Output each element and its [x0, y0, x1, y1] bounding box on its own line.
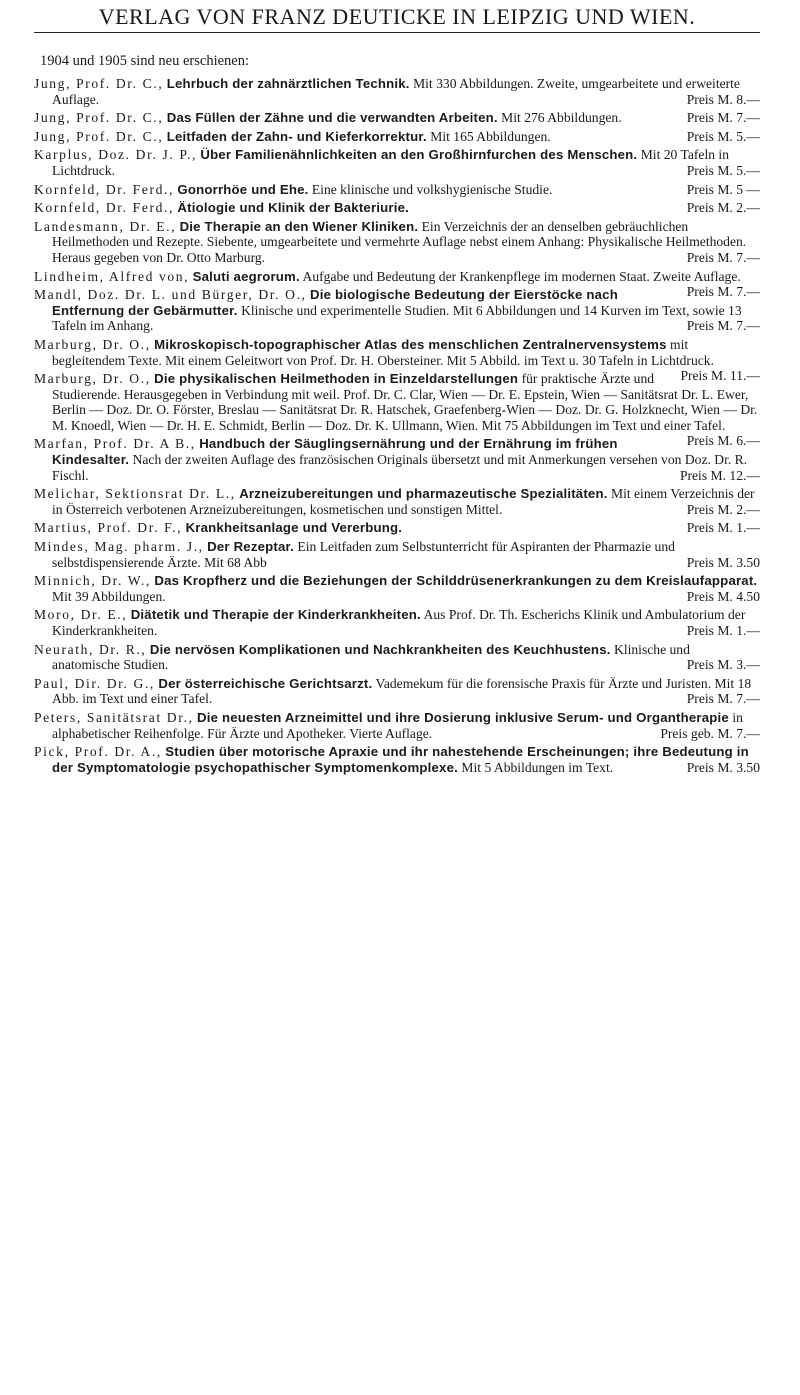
- book-author: Jung, Prof. Dr. C.,: [34, 76, 164, 91]
- book-description: Mit 165 Abbildungen.: [430, 128, 551, 144]
- book-author: Pick, Prof. Dr. A.,: [34, 744, 162, 760]
- book-description: mit begleitendem Texte. Mit einem Geleitwort von Prof. Dr. H. Obersteiner. Mit 5 Abbild. im Text u. 30 Tafeln in Lichtdruck.: [52, 336, 714, 368]
- book-title: Die neuesten Arzneimittel und ihre Dosierung inklusive Serum- und Organtherapie: [197, 709, 729, 725]
- book-description: Mit 5 Abbildungen im Text.: [461, 759, 614, 775]
- book-title: Studien über motorische Apraxie und ihr nahestehende Erscheinungen; ihre Bedeutung in der Symptomatologie psychopathischer Symptomenkomplexe.: [52, 744, 749, 775]
- book-author: Marfan, Prof. Dr. A B.,: [34, 436, 196, 452]
- book-list: [34, 76, 760, 775]
- book-entry: [34, 200, 760, 216]
- book-author: Karplus, Doz. Dr. J. P.,: [34, 147, 198, 163]
- book-description: Mit 276 Abbildungen.: [501, 110, 622, 126]
- book-description: in alphabetischer Reihenfolge. Für Ärzte und Apotheker. Vierte Auflage.: [52, 709, 743, 741]
- book-author: Jung, Prof. Dr. C.,: [34, 110, 164, 126]
- book-title: Der österreichische Gerichtsarzt.: [158, 675, 373, 691]
- book-entry: [34, 676, 760, 707]
- book-author: Melichar, Sektionsrat Dr. L.,: [34, 486, 236, 502]
- book-title: Die Therapie an den Wiener Kliniken.: [179, 218, 419, 234]
- book-entry: [34, 287, 760, 334]
- book-description: Mit 20 Tafeln in Lichtdruck.: [52, 147, 729, 178]
- book-description: Aus Prof. Dr. Th. Escherichs Klinik und Ambulatorium der Kinderkrankheiten.: [52, 607, 746, 638]
- book-description: Klinische und anatomische Studien.: [52, 641, 690, 673]
- book-title: Lehrbuch der zahnärztlichen Technik.: [166, 76, 410, 91]
- book-author: Lindheim, Alfred von,: [34, 268, 190, 284]
- book-entry: [34, 520, 760, 536]
- book-price: Preis M. 1.—: [686, 623, 760, 638]
- book-price: Preis M. 8.—: [686, 91, 760, 107]
- book-description: Klinische und experimentelle Studien. Mit 6 Abbildungen und 14 Kurven im Text, sowie 13 Tafeln im Anhang.: [52, 302, 742, 334]
- book-entry: [34, 710, 760, 741]
- book-price: Preis M. 3.—: [686, 657, 760, 673]
- book-author: Moro, Dr. E.,: [34, 607, 128, 623]
- book-price: Preis M. 1.—: [686, 520, 760, 536]
- book-entry: [34, 486, 760, 517]
- book-price: Preis M. 7.—: [686, 249, 760, 265]
- book-description: Ein Verzeichnis der an denselben gebräuchlichen Heilmethoden und Rezepte. Siebente, umgearbeitete und vermehrte Auflage nebst einem Anhang: Physikalische Heilmethoden. Heraus gegeben von Dr. Otto Marburg.: [52, 218, 747, 265]
- book-title: Gonorrhöe und Ehe.: [177, 181, 309, 197]
- book-price: Preis M. 7.—: [686, 691, 760, 707]
- book-description: Mit 330 Abbildungen. Zweite, umgearbeitete und erweiterte Auflage.: [52, 76, 740, 107]
- book-title: Arzneizubereitungen und pharmazeutische Spezialitäten.: [239, 486, 608, 502]
- book-price: Preis geb. M. 7.—: [660, 725, 760, 741]
- book-description: Vademekum für die forensische Praxis für Ärzte und Juristen. Mit 18 Abb. im Text und einer Tafel.: [52, 675, 752, 707]
- book-entry: [34, 129, 760, 145]
- book-price: Preis M. 5.—: [686, 128, 760, 144]
- book-author: Mandl, Doz. Dr. L. und Bürger, Dr. O.,: [34, 287, 307, 303]
- book-author: Martius, Prof. Dr. F.,: [34, 520, 183, 536]
- book-title: Diätetik und Therapie der Kinderkrankheiten.: [130, 607, 421, 623]
- book-author: Kornfeld, Dr. Ferd.,: [34, 200, 174, 216]
- book-title: Die biologische Bedeutung der Eierstöcke nach Entfernung der Gebärmutter.: [52, 287, 618, 318]
- book-entry: [34, 744, 760, 775]
- book-description: Eine klinische und volkshygienische Studie.: [311, 181, 553, 197]
- book-description: für praktische Ärzte und Studierende. Herausgegeben in Verbindung mit weil. Prof. Dr. C. Clar, Wien — Dr. E. Epstein, Wien — Sanitätsrat Dr. L. Ewer, Berlin — Doz. Dr. O. Förster, Breslau — Sanitätsrat Dr. R. Hatschek, Graefenberg-Wien — Doz. Dr. G. Holzknecht, Wien — Dr. M. Knoedl, Wien — Dr. H. E. Schmidt, Berlin — Doz. Dr. K. Ullmann, Wien. Mit 75 Abbildungen im Text und einer Tafel.: [52, 371, 758, 433]
- book-author: Marburg, Dr. O.,: [34, 336, 151, 352]
- book-price: Preis M. 7.—: [686, 284, 760, 300]
- book-price: Preis M. 7.—: [686, 318, 760, 334]
- book-author: Kornfeld, Dr. Ferd.,: [34, 181, 174, 197]
- book-price: Preis M. 2.—: [686, 200, 760, 216]
- book-title: Leitfaden der Zahn- und Kieferkorrektur.: [166, 128, 427, 144]
- book-title: Mikroskopisch-topographischer Atlas des menschlichen Zentralnervensystems: [154, 336, 667, 352]
- book-entry: [34, 182, 760, 198]
- book-entry: [34, 607, 760, 638]
- book-title: Handbuch der Säuglingsernährung und der Ernährung im frühen Kindesalter.: [52, 436, 618, 468]
- book-title: Das Füllen der Zähne und die verwandten Arbeiten.: [166, 110, 498, 126]
- book-price: Preis M. 12.—: [679, 467, 760, 483]
- book-entry: [34, 76, 760, 107]
- book-author: Minnich, Dr. W.,: [34, 573, 151, 589]
- book-entry: [34, 573, 760, 604]
- book-price: Preis M. 11.—: [680, 368, 760, 384]
- book-price: Preis M. 3.50: [686, 759, 760, 775]
- book-title: Krankheitsanlage und Vererbung.: [185, 520, 403, 536]
- book-author: Marburg, Dr. O.,: [34, 371, 151, 387]
- book-price: Preis M. 4.50: [686, 588, 760, 604]
- book-author: Jung, Prof. Dr. C.,: [34, 128, 164, 144]
- book-author: Landesmann, Dr. E.,: [34, 218, 177, 234]
- book-description: Mit einem Verzeichnis der in Österreich verbotenen Arzneizubereitungen, kosmetischen und sonstigen Mittel.: [52, 486, 755, 517]
- book-price: Preis M. 7.—: [686, 110, 760, 126]
- book-description: Mit 39 Abbildungen.: [52, 588, 166, 604]
- publisher-header: VERLAG VON FRANZ DEUTICKE IN LEIPZIG UND WIEN.: [34, 0, 760, 33]
- book-description: Aufgabe und Bedeutung der Krankenpflege im modernen Staat. Zweite Auflage.: [302, 268, 741, 284]
- book-entry: [34, 539, 760, 570]
- book-author: Neurath, Dr. R.,: [34, 641, 147, 657]
- book-description: Nach der zweiten Auflage des französischen Originals übersetzt und mit Anmerkungen versehen von Doz. Dr. R. Fischl.: [52, 452, 748, 483]
- book-author: Paul, Dir. Dr. G.,: [34, 675, 155, 691]
- book-entry: [34, 436, 760, 483]
- book-author: Mindes, Mag. pharm. J.,: [34, 539, 204, 555]
- book-author: Peters, Sanitätsrat Dr.,: [34, 709, 194, 725]
- book-entry: [34, 110, 760, 126]
- book-description: Ein Leitfaden zum Selbstunterricht für Aspiranten der Pharmazie und selbstdispensierende Ärzte. Mit 68 Abb: [52, 539, 675, 570]
- book-title: Saluti aegrorum.: [192, 268, 300, 284]
- book-title: Die physikalischen Heilmethoden in Einzeldarstellungen: [154, 371, 519, 387]
- book-price: Preis M. 5.—: [686, 162, 760, 178]
- book-title: Ätiologie und Klinik der Bakteriurie.: [177, 200, 410, 216]
- intro-line: 1904 und 1905 sind neu erschienen:: [40, 53, 250, 69]
- book-entry: [34, 642, 760, 673]
- book-title: Der Rezeptar.: [207, 539, 295, 555]
- book-title: Die nervösen Komplikationen und Nachkrankheiten des Keuchhustens.: [149, 641, 611, 657]
- book-title: Das Kropfherz und die Beziehungen der Schilddrüsenerkrankungen zu dem Kreislaufapparat.: [154, 573, 758, 589]
- book-price: Preis M. 2.—: [686, 501, 760, 517]
- book-price: Preis M. 3.50: [686, 554, 760, 570]
- book-price: Preis M. 6.—: [686, 433, 760, 449]
- book-title: Über Familienähnlichkeiten an den Großhirnfurchen des Menschen.: [200, 147, 638, 163]
- book-price: Preis M. 5 —: [686, 181, 760, 197]
- book-entry: [34, 147, 760, 178]
- book-entry: [34, 219, 760, 266]
